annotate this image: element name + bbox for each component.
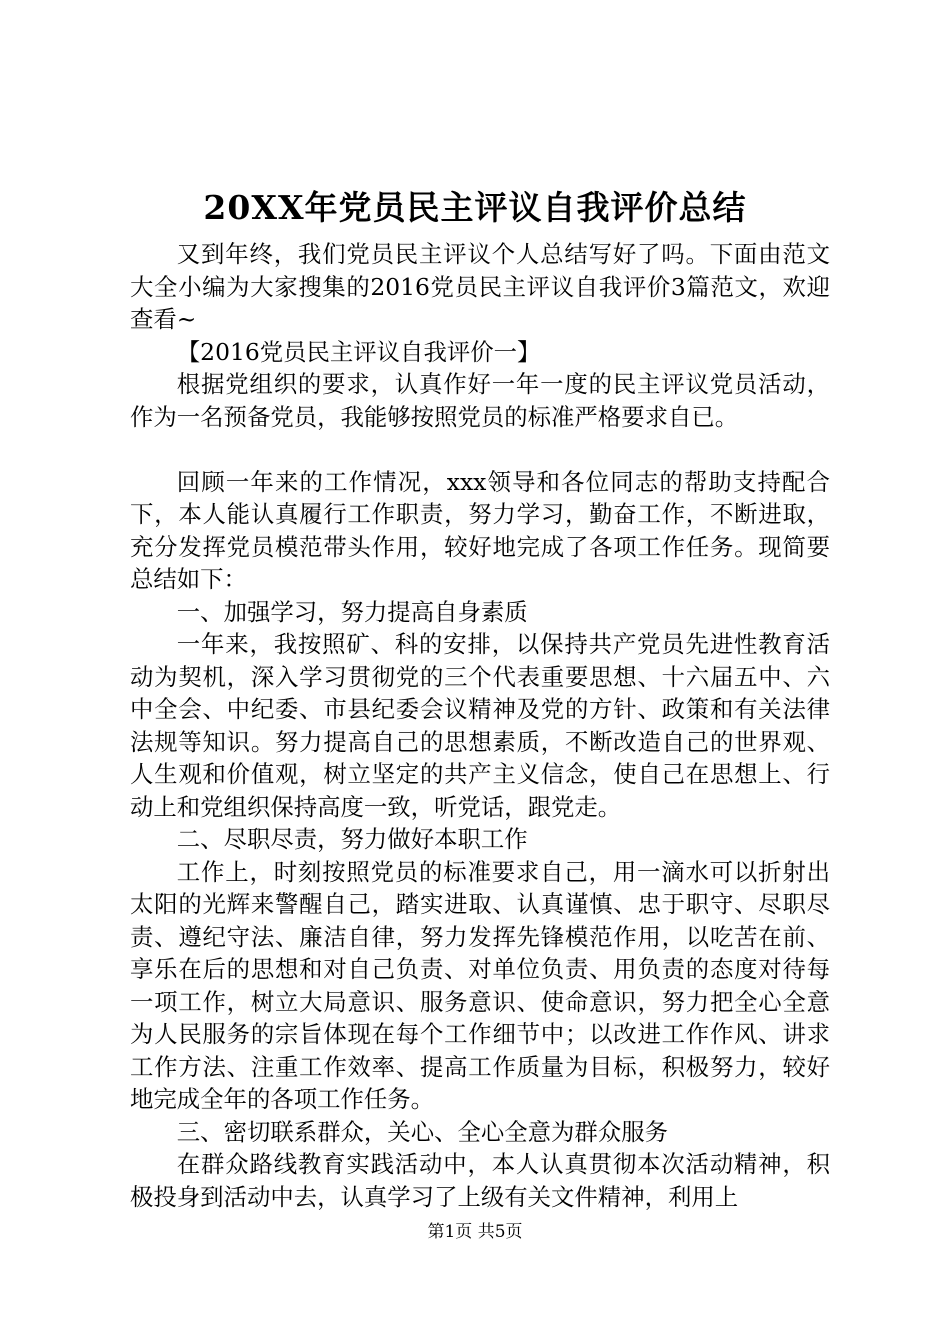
paragraph-section-heading: 【2016党员民主评议自我评价一】 bbox=[176, 337, 541, 366]
page-number-footer: 第1页 共5页 bbox=[427, 1222, 523, 1242]
paragraph: 回顾一年来的工作情况，xxx领导和各位同志的帮助支持配合下，本人能认真履行工作职责，努力学习，勤奋工作，不断进取，充分发挥党员模范带头作用，较好地完成了各项工作任务。现简要总结如下： bbox=[130, 467, 830, 593]
paragraph: 根据党组织的要求，认真作好一年一度的民主评议党员活动，作为一名预备党员，我能够按照党员的标准严格要求自已。 bbox=[130, 370, 830, 431]
subheading-1: 一、加强学习，努力提高自身素质 bbox=[176, 597, 528, 626]
paragraph: 工作上，时刻按照党员的标准要求自己，用一滴水可以折射出太阳的光辉来警醒自己，踏实进取、认真谨慎、忠于职守、尽职尽责、遵纪守法、廉洁自律，努力发挥先锋模范作用，以吃苦在前、享乐在后的思想和对自己负责、对单位负责、用负责的态度对待每一项工作，树立大局意识、服务意识、使命意识，努力把全心全意为人民服务的宗旨体现在每个工作细节中；以改进工作作风、讲求工作方法、注重工作效率、提高工作质量为目标，积极努力，较好地完成全年的各项工作任务。 bbox=[130, 857, 830, 1113]
document-body bbox=[130, 238, 830, 1213]
subheading-2: 二、尽职尽责，努力做好本职工作 bbox=[176, 825, 528, 853]
paragraph-intro: 又到年终，我们党员民主评议个人总结写好了吗。下面由范文大全小编为大家搜集的2016党员民主评议自我评价3篇范文，欢迎查看~ bbox=[130, 240, 830, 333]
subheading-3: 三、密切联系群众，关心、全心全意为群众服务 bbox=[176, 1117, 668, 1146]
paragraph: 一年来，我按照矿、科的安排，以保持共产党员先进性教育活动为契机，深入学习贯彻党的三个代表重要思想、十六届五中、六中全会、中纪委、市县纪委会议精神及党的方针、政策和有关法律法规等知识。努力提高自己的思想素质，不断改造自己的世界观、人生观和价值观，树立坚定的共产主义信念，使自己在思想上、行动上和党组织保持高度一致，听党话，跟党走。 bbox=[130, 630, 830, 821]
paragraph: 在群众路线教育实践活动中，本人认真贯彻本次活动精神，积极投身到活动中去，认真学习了上级有关文件精神，利用上 bbox=[130, 1150, 830, 1211]
document-title: 20XX年党员民主评议自我评价总结 bbox=[203, 188, 747, 227]
